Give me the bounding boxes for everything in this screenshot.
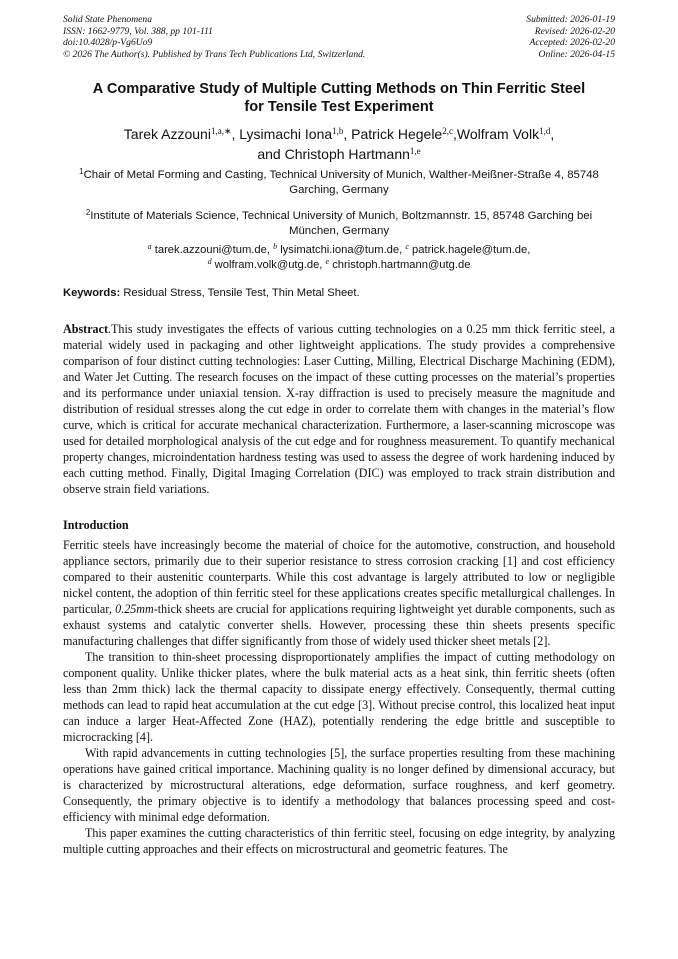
title-line-2: for Tensile Test Experiment (244, 99, 434, 116)
author-name: Christoph Hartmann (284, 146, 410, 163)
date-accepted: Accepted: 2026-02-20 (529, 37, 615, 49)
author-name: Lysimachi Iona (239, 126, 333, 143)
affiliation-number: 2 (85, 208, 91, 218)
submission-dates (526, 14, 615, 60)
author-superscript: 1,e (409, 146, 421, 157)
author-list: Tarek Azzouni$^{1,a,∗}$, Lysimachi Iona$^{1,b}$, Patrick Hegele$^{2,c}$,Wolfram Volk$^{1,d}$, and Christoph Hartmann$^{1,e}$ (123, 126, 555, 163)
abstract-label: Abstract (63, 322, 109, 337)
author-superscript: 2,c (442, 126, 453, 137)
affiliation-text: Chair of Metal Forming and Casting, Technical University of Munich, Walther-Meißner-Straße 4, 85748 Garching, Germany (83, 169, 599, 197)
affiliation-number: 1 (79, 167, 84, 177)
journal-name: Solid State Phenomena (63, 14, 152, 25)
section-heading-introduction: Introduction (63, 518, 129, 533)
email-address[interactable]: patrick.hagele@tum.de, (412, 244, 531, 257)
date-submitted: Submitted: 2026-01-19 (526, 14, 615, 25)
journal-info (63, 14, 365, 60)
intro-paragraph-3: With rapid advancements in cutting technologies [5], the surface properties resulting from these machining operations have gained critical importance. Machining quality is no longer defined by dimensional accuracy, but is characterized by microstructural alterations, edge deformation, surface roughness, and kerf geometry. Consequently, the primary objective is to identify a methodology that balances processing speed and cost-efficiency with minimal edge deformation. (63, 746, 615, 825)
email-address[interactable]: wolfram.volk@utg.de, (214, 259, 323, 272)
date-revised: Revised: 2026-02-20 (534, 25, 615, 37)
abstract-text: .This study investigates the effects of various cutting technologies on a 0.25 mm thick ferritic steel, a material widely used in packaging and other lightweight applications. The study provides a comprehensive comparison of four distinct cutting technologies: Laser Cutting, Milling, Electrical Discharge Machining (EDM), and Water Jet Cutting. The research focuses on the impact of these cutting processes on the material’s properties and its performance under uniaxial tension. X-ray diffraction is used to precisely measure the magnitude and distribution of residual stresses along the cut edge in order to correlate them with changes in the material’s flow curve, which is critical for accurate mechanical characterization. Furthermore, a laser-scanning microscope was used for detailed morphological analysis of the cut edge and for roughness measurement. To quantify mechanical property changes, microindentation hardness testing was used to assess the degree of work hardening induced by each cutting method. Finally, Digital Imaging Correlation (DIC) was employed to track strain distribution and observe strain field variations. (63, 322, 615, 497)
affiliation-1 (63, 168, 615, 198)
intro-p1-math: 0.25mm (115, 602, 154, 617)
email-superscript: b (273, 242, 278, 252)
author-name: Wolfram Volk (456, 126, 540, 143)
abstract (63, 321, 615, 497)
author-superscript: 1,b (332, 126, 344, 137)
title-line-1: A Comparative Study of Multiple Cutting Methods on Thin Ferritic Steel (92, 81, 586, 98)
author-name: Patrick Hegele (351, 126, 443, 143)
journal-issn: ISSN: 1662-9779, Vol. 388, pp 101-111 (63, 25, 213, 37)
date-online: Online: 2026-04-15 (538, 48, 615, 60)
email-address[interactable]: lysimatchi.iona@tum.de, (280, 244, 403, 257)
email-list (63, 243, 615, 273)
intro-paragraph-1 (63, 537, 615, 649)
affiliation-text: Institute of Materials Science, Technical University of Munich, Boltzmannstr. 15, 85748 Garching bei München, Germany (90, 210, 593, 238)
email-superscript: a (147, 242, 152, 252)
author-superscript: 1,a,∗ (210, 126, 232, 137)
email-superscript: c (405, 242, 409, 252)
paper-page (63, 14, 615, 857)
intro-p1-text-a: Ferritic steels have increasingly become the material of choice for the automotive, construction, and household appliance sectors, primarily due to their superior resistance to stress corrosion cracking [1] and cost efficiency compared to their austenitic counterparts. While this cost advantage is largely attributed to low or negligible nickel content, the adoption of thin ferritic steel for these applications creates specific metallurgical challenges. In particular, (63, 538, 615, 617)
intro-p1-text-b: -thick sheets are crucial for applications requiring lightweight yet durable components, such as exhaust systems and catalytic converter shells. However, processing these thin sheets presents specific manufacturing challenges that differ significantly from those of widely used thicker sheet metals [2]. (63, 602, 615, 649)
journal-doi: doi:10.4028/p-Vg6Uo9 (63, 37, 153, 49)
email-address[interactable]: christoph.hartmann@utg.de (332, 259, 471, 272)
author-name: Tarek Azzouni (123, 126, 211, 143)
email-superscript: d (207, 257, 212, 267)
keywords-label: Keywords: (63, 287, 121, 300)
email-superscript: e (325, 257, 330, 267)
author-conjunction: and (257, 146, 281, 163)
journal-copyright: © 2026 The Author(s). Published by Trans Tech Publications Ltd, Switzerland. (63, 48, 366, 60)
author-superscript: 1,d (539, 126, 551, 137)
email-address[interactable]: tarek.azzouni@tum.de, (154, 244, 270, 257)
journal-header (63, 14, 615, 60)
paper-title (63, 80, 615, 116)
intro-paragraph-2: The transition to thin-sheet processing disproportionately amplifies the impact of cutting methodology on component quality. Unlike thicker plates, where the bulk material acts as a heat sink, thin ferritic sheets (often less than 2mm thick) lack the thermal capacity to dissipate energy effectively. Consequently, thermal cutting methods can lead to rapid heat accumulation at the cut edge [3]. Without precise control, this localized heat input can induce a larger Heat-Affected Zone (HAZ), potentially rendering the edge brittle and susceptible to microcracking [4]. (63, 650, 615, 745)
keywords-text: Residual Stress, Tensile Test, Thin Metal Sheet. (123, 287, 360, 300)
intro-paragraph-4: This paper examines the cutting characteristics of thin ferritic steel, focusing on edge integrity, by analyzing multiple cutting approaches and their effects on microstructural and geometric features. The (63, 826, 615, 857)
keywords (63, 286, 615, 301)
affiliation-2 (63, 209, 615, 239)
